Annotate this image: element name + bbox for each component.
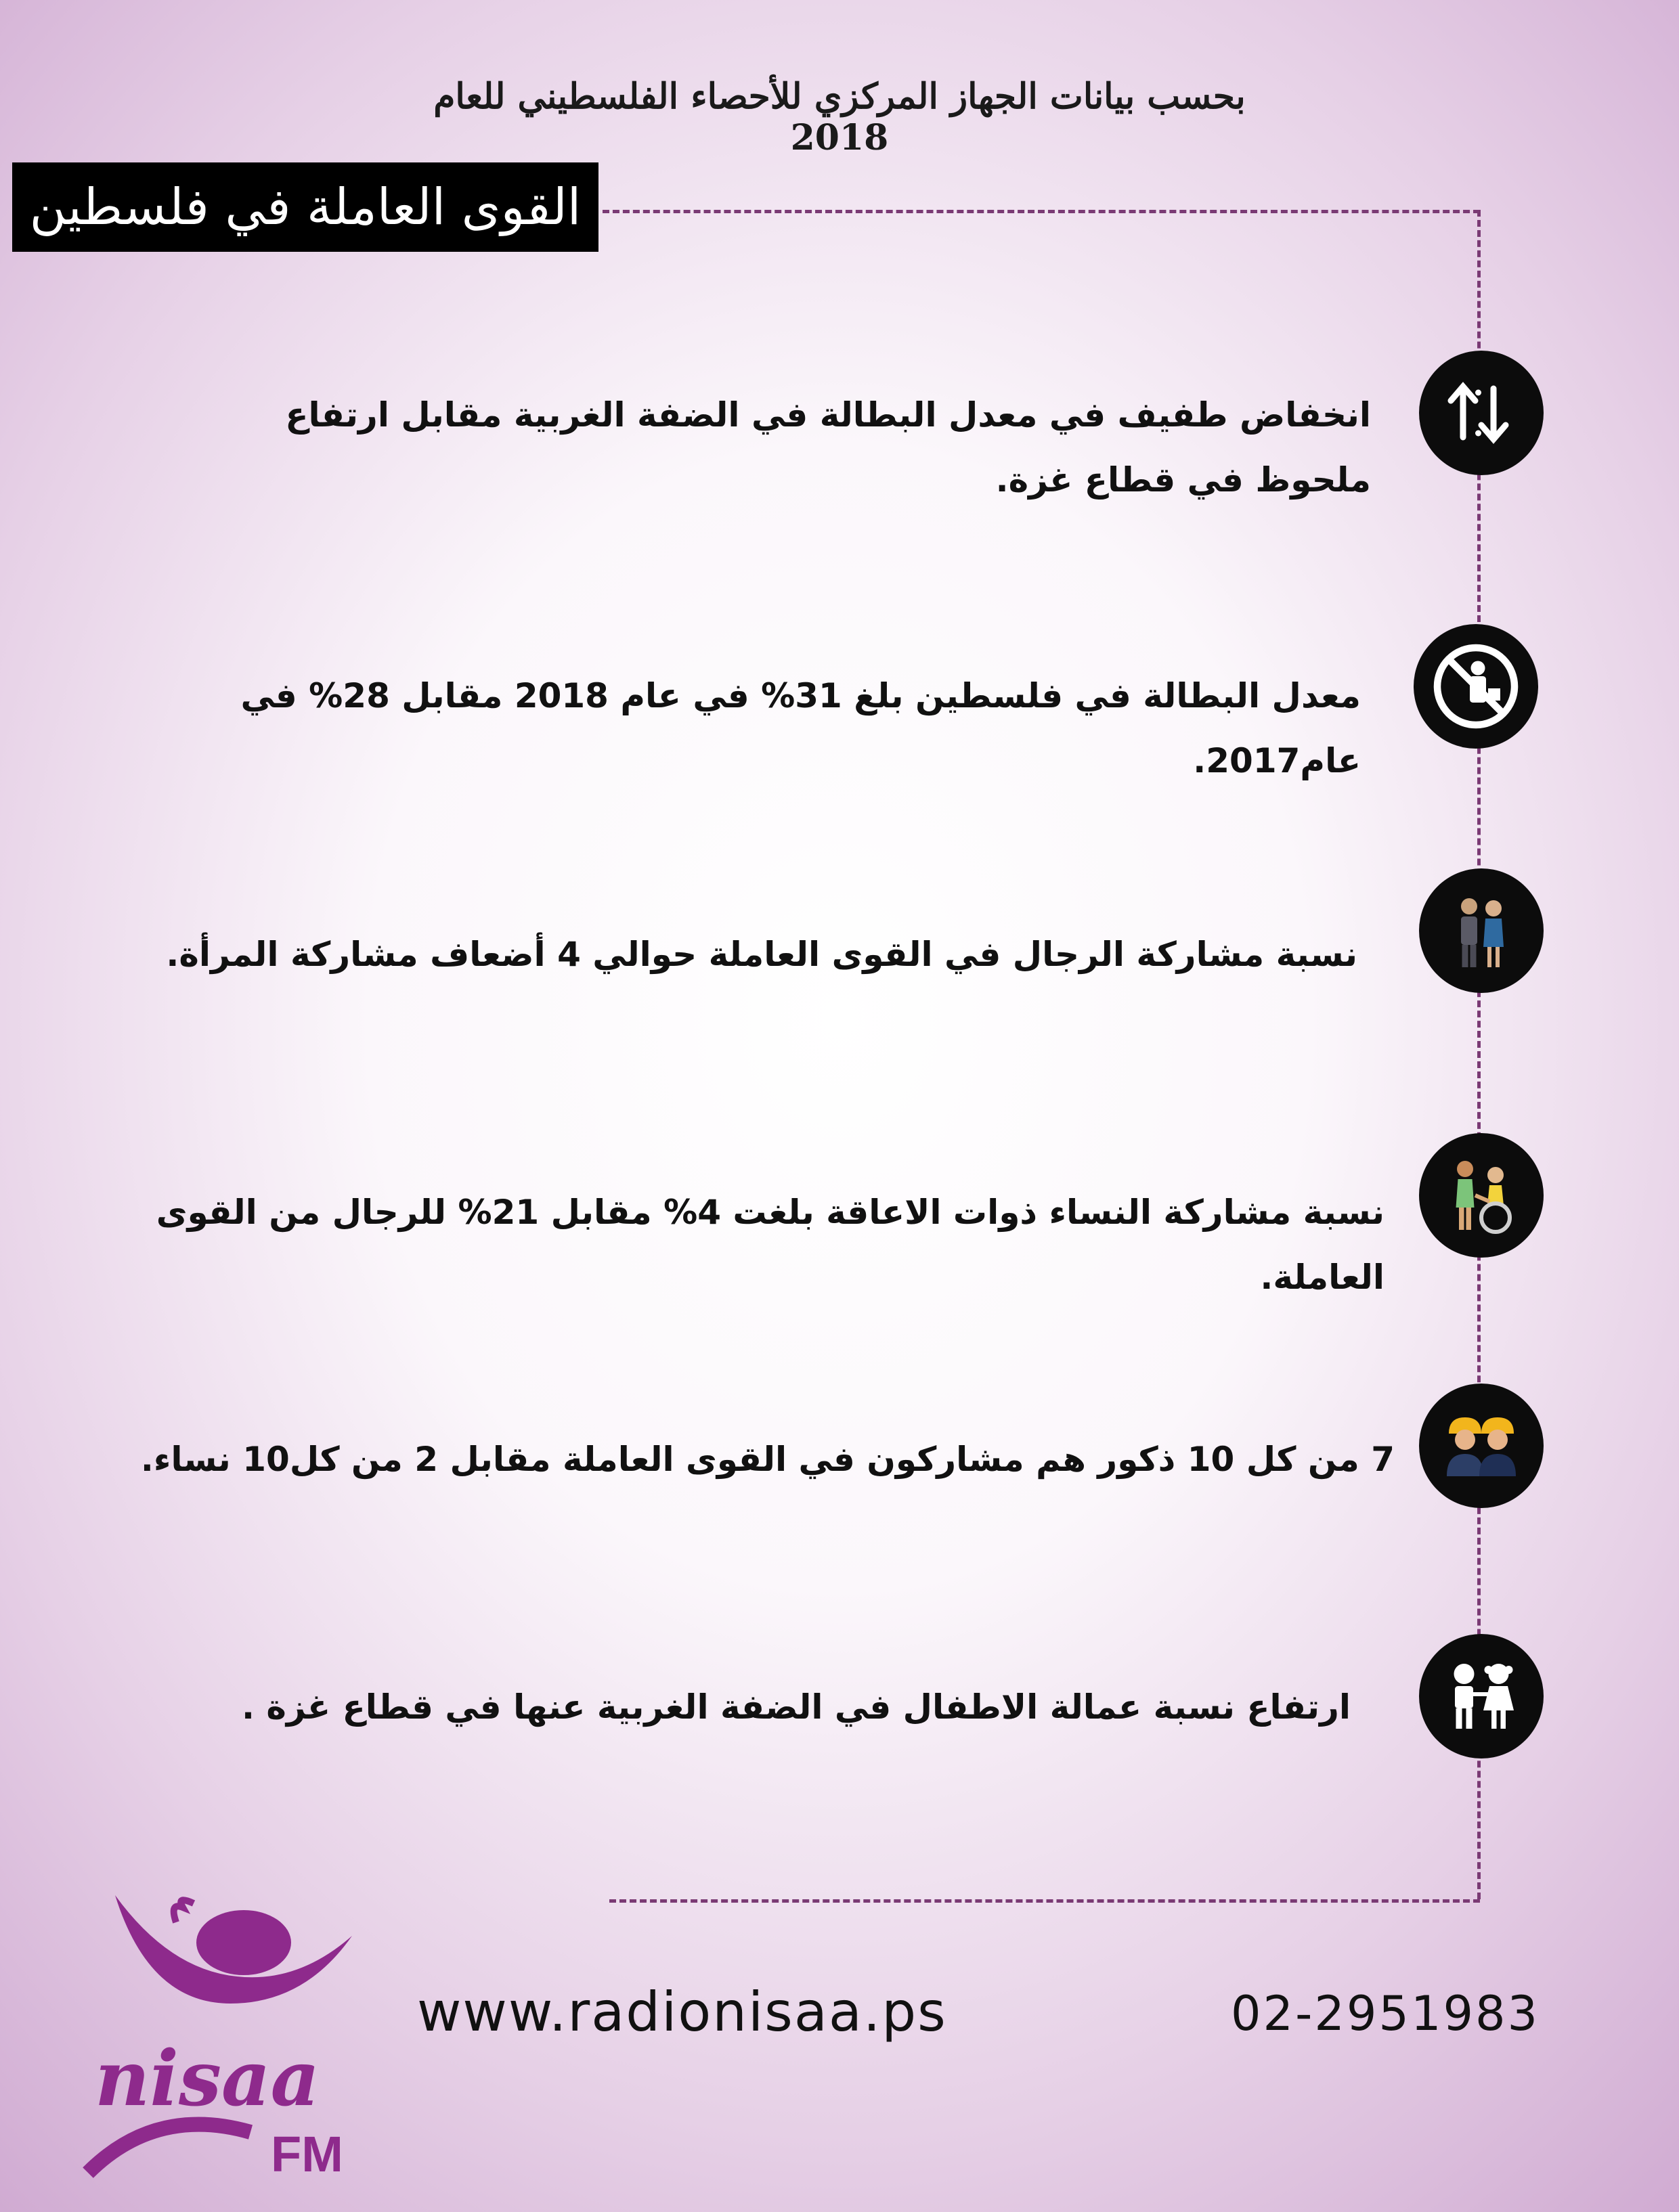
logo-sub-text: FM: [271, 2126, 343, 2182]
fact-4-text: نسبة مشاركة النساء ذوات الاعاقة بلغت 4% مقابل 21% للرجال من القوى العاملة.: [156, 1193, 1384, 1297]
timeline-bottom-line: [609, 1899, 1480, 1903]
up-down-arrows-icon: [1419, 351, 1544, 475]
fact-1-text: انخفاض طفيف في معدل البطالة في الضفة الغربية مقابل ارتفاع ملحوظ في قطاع غزة.: [285, 395, 1371, 500]
construction-workers-icon: [1419, 1384, 1544, 1508]
fact-2-text: معدل البطالة في فلسطين بلغ 31% في عام 2018 مقابل 28% في عام2017.: [240, 676, 1361, 780]
page-title-text: القوى العاملة في فلسطين: [29, 178, 582, 236]
man-and-woman-icon: [1419, 868, 1544, 993]
nisaa-fm-logo: [74, 1888, 372, 2193]
no-worker-icon: [1414, 624, 1538, 749]
phone-number: 02-2951983: [1231, 1986, 1540, 2041]
fact-3-text: نسبة مشاركة الرجال في القوى العاملة حوالي 4 أضعاف مشاركة المرأة.: [166, 935, 1357, 974]
children-icon: [1419, 1634, 1544, 1758]
fact-5-text: 7 من كل 10 ذكور هم مشاركون في القوى العاملة مقابل 2 من كل10 نساء.: [140, 1440, 1395, 1479]
timeline-top-line: [603, 210, 1480, 213]
woman-wheelchair-icon: [1419, 1133, 1544, 1258]
website-link[interactable]: www.radionisaa.ps: [417, 1981, 947, 2043]
source-line: بحسب بيانات الجهاز المركزي للأحصاء الفلسطيني للعام 2018: [433, 76, 1246, 158]
page-title: [12, 162, 598, 252]
logo-text: nisaa: [95, 2035, 320, 2123]
fact-6-text: ارتفاع نسبة عمالة الاطفال في الضفة الغربية عنها في قطاع غزة .: [241, 1687, 1351, 1727]
